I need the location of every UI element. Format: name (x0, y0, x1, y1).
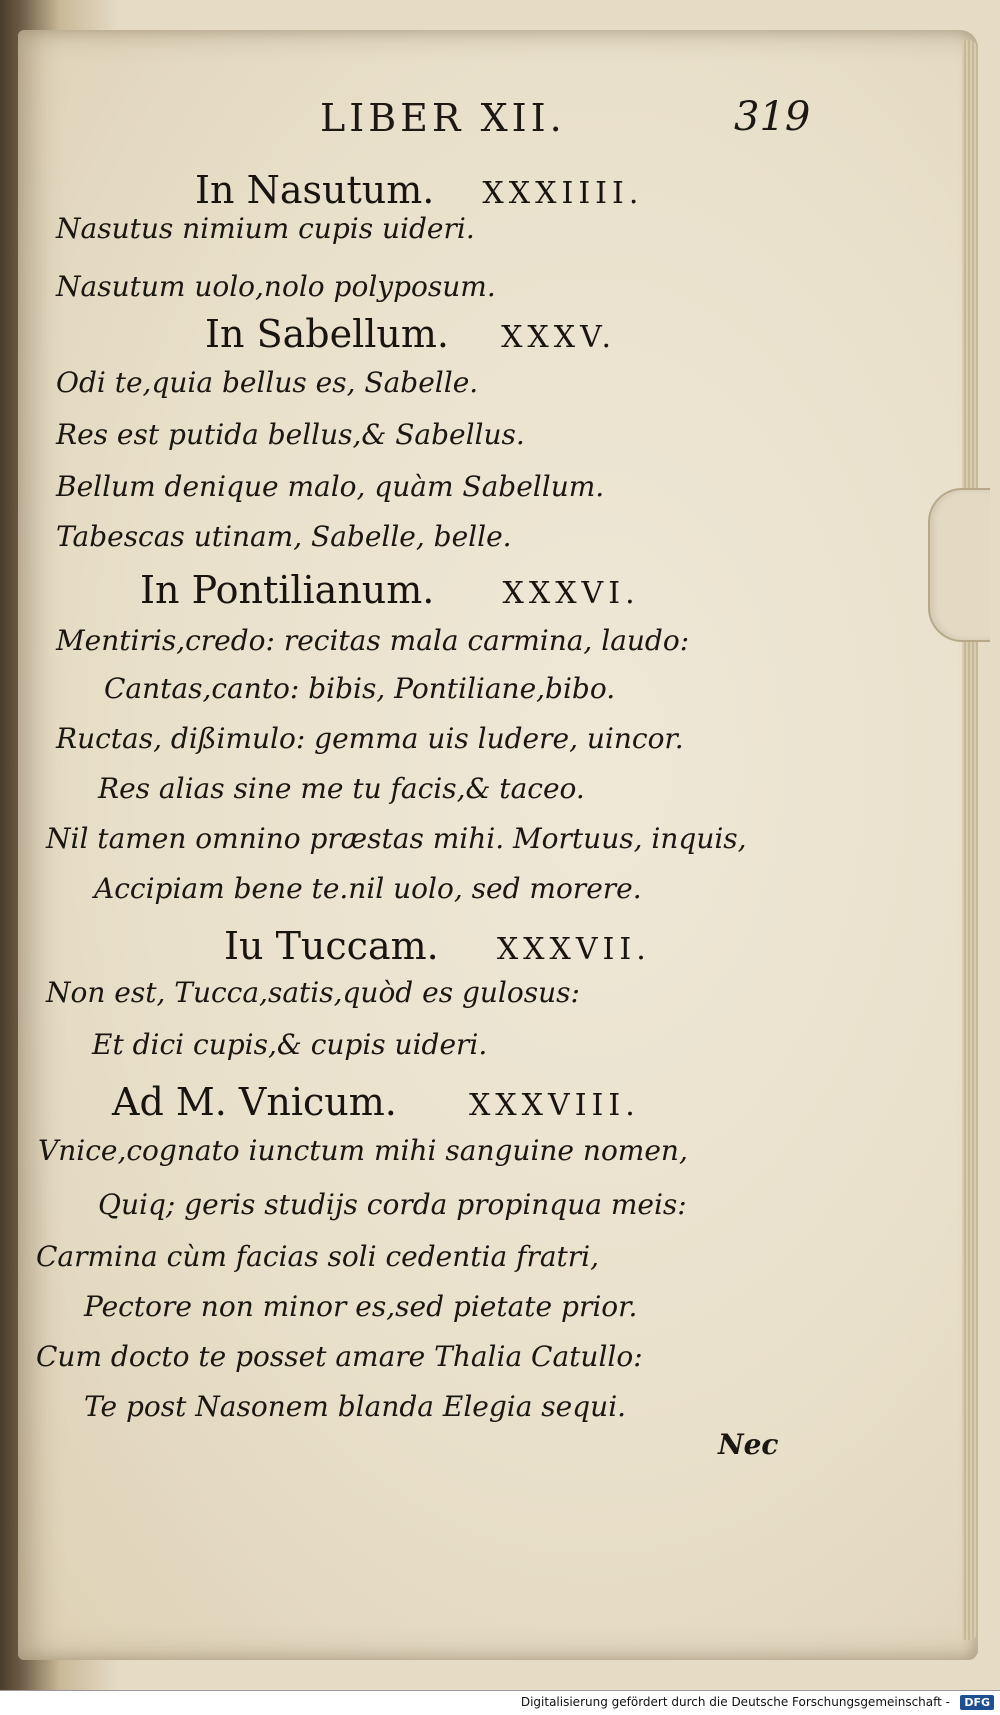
verse-line: Nil tamen omnino præstas mihi. Mortuus, inquis, (46, 822, 747, 855)
section-heading (224, 924, 651, 968)
heading-number: XXXV. (501, 320, 617, 355)
verse-line: Accipiam bene te.nil uolo, sed morere. (94, 872, 642, 905)
verse-line: Quiq; geris studijs corda propinqua meis: (98, 1188, 687, 1221)
heading-title: Ad M. Vnicum. (112, 1080, 397, 1124)
verse-line: Vnice,cognato iunctum mihi sanguine nomen, (38, 1134, 688, 1167)
verse-line: Nasutum uolo,nolo polyposum. (56, 270, 496, 303)
heading-title: In Nasutum. (195, 168, 435, 212)
heading-title: Iu Tuccam. (224, 924, 439, 968)
verse-line: Tabescas utinam, Sabelle, belle. (56, 520, 512, 553)
heading-number: XXXIIII. (482, 176, 644, 211)
heading-number: XXXVI. (502, 576, 640, 611)
footer-credit: Digitalisierung gefördert durch die Deutsche Forschungsgemeinschaft - (520, 1695, 950, 1709)
verse-line: Non est, Tucca,satis,quòd es gulosus: (46, 976, 580, 1009)
verse-line: Res alias sine me tu facis,& taceo. (98, 772, 585, 805)
heading-number: XXXVII. (496, 932, 651, 967)
verse-line: Odi te,quia bellus es, Sabelle. (56, 366, 479, 399)
heading-number: XXXVIII. (468, 1088, 640, 1123)
section-heading (112, 1080, 640, 1124)
dfg-logo: DFG (960, 1695, 994, 1710)
heading-title: In Sabellum. (205, 312, 449, 356)
verse-line: Te post Nasonem blanda Elegia sequi. (84, 1390, 627, 1423)
section-heading (195, 168, 643, 212)
running-head: LIBER XII. (320, 96, 566, 140)
section-heading (205, 312, 616, 356)
verse-line: Ructas, dißimulo: gemma uis ludere, uincor. (56, 722, 684, 755)
verse-line: Carmina cùm facias soli cedentia fratri, (36, 1240, 600, 1273)
verse-line: Cum docto te posset amare Thalia Catullo: (36, 1340, 643, 1373)
section-heading (140, 568, 640, 612)
verse-line: Nasutus nimium cupis uideri. (56, 212, 475, 245)
verse-line: Cantas,canto: bibis, Pontiliane,bibo. (104, 672, 616, 705)
digitization-footer (0, 1690, 1000, 1715)
heading-title: In Pontilianum. (140, 568, 435, 612)
page-number: 319 (734, 94, 811, 140)
verse-line: Et dici cupis,& cupis uideri. (92, 1028, 488, 1061)
verse-line: Res est putida bellus,& Sabellus. (56, 418, 525, 451)
verse-line: Bellum denique malo, quàm Sabellum. (56, 470, 605, 503)
catchword: Nec (718, 1428, 779, 1461)
verse-line: Mentiris,credo: recitas mala carmina, laudo: (56, 624, 690, 657)
verse-line: Pectore non minor es,sed pietate prior. (84, 1290, 638, 1323)
